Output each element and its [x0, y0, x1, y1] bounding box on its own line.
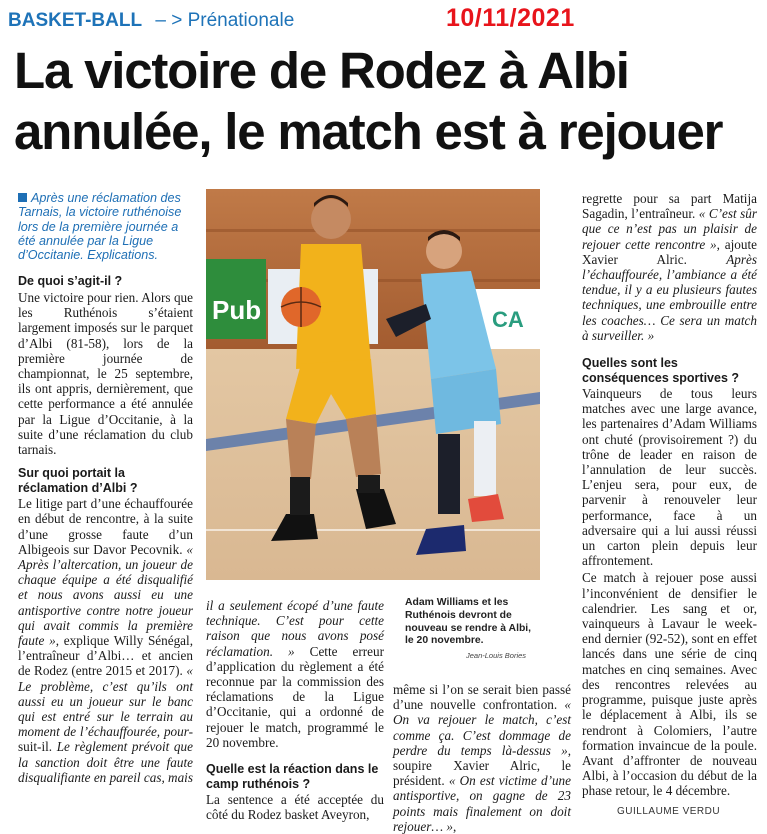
- publication-date: 10/11/2021: [446, 4, 575, 32]
- column-3-paragraph: même si l’on se serait bien passé d’une nouvelle confrontation. « On va rejouer le match, c’est comme ça. C’est dommage de perdre du temps là-dessus », soupire Xavier Alric, le président. « On est victime d’une antisportive, on gagne de 23 points mais finalement on doit rejouer… »,: [393, 682, 572, 834]
- answer-paragraph-1: Une victoire pour rien. Alors que les Ruthénois s’étaient largement imposés sur le parquet d’Albi (81-58), lors de la première journée de championnat, le 25 septembre, ils ont appris, dernièrement, que cette performance a été annulée par la Ligue d’Occitanie, à la suite d’une réclamation du club tarnais.: [18, 289, 193, 458]
- basketball-players-photo: [206, 189, 540, 580]
- article-column-3: [393, 682, 571, 834]
- answer-paragraph-2: Le litige part d’une échauffourée en début de rencontre, à la suite d’une grosse faute d’un Albigeois sur Davor Pecovnik. « Après l’altercation, un joueur de chaque équipe a été disqualifié et nous avons aussi eu une antisportive contre notre joueur qui avait commis la première faute », explique Willy Sénégal, l’entraîneur d’Albi… et ancien de Rodez (entre 2015 et 2017). « Le problème, c’est qu’ils ont aussi eu un joueur sur le banc qui est entré sur le terrain au moment de l’échauffourée, pour-suit-il. Le règlement prévoit que la sanction doit être une faute disqualifiante en pareil cas, mais: [18, 496, 193, 785]
- photo-credit: Jean-Louis Bories: [466, 651, 527, 660]
- question-heading-3: Quelle est la réaction dans le camp ruthénois ?: [206, 762, 379, 791]
- headline-line-1: La victoire de Rodez à Albi: [14, 42, 629, 99]
- question-heading-4: Quelles sont les conséquences sportives ?: [582, 356, 740, 385]
- article-column-2: [206, 598, 384, 822]
- svg-text:Pub: Pub: [212, 295, 262, 325]
- section-name: BASKET-BALL: [8, 10, 143, 31]
- headline-line-2: annulée, le match est à rejouer: [14, 103, 723, 160]
- headline: [14, 40, 766, 162]
- question-heading-1: De quoi s’agit-il ?: [18, 274, 123, 289]
- bullet-square-icon: [18, 193, 27, 202]
- author-signature: GUILLAUME VERDU: [617, 806, 721, 817]
- article-photo: [206, 189, 540, 580]
- article-column-4: [582, 191, 757, 799]
- rubric-arrow: – >: [155, 10, 183, 31]
- column-4-paragraph-2: Vainqueurs de tous leurs matches avec une large avance, les partenaires d’Adam Williams ont chuté (provisoirement ?) du trône de leader en raison de l’annulation de leur succès. L’enjeu sera, pour eux, de parvenir à renouveler leur performance, face à un adversaire qui a lui aussi réussi un carton plein depuis leur affrontement.: [582, 386, 757, 569]
- subsection-name: Prénationale: [187, 10, 295, 31]
- sponsor-sign-text: CA: [492, 307, 524, 332]
- column-4-paragraph-1: regrette pour sa part Matija Sagadin, l’entraîneur. « C’est sûr que ce n’est pas un plaisir de rejouer cette rencontre », ajoute Xavier Alric. Après l’échauffourée, l’ambiance a été tendue, il y a eu plusieurs fautes techniques, une embrouille entre les coaches… Ce sera un match à surveiller. »: [582, 191, 757, 343]
- article-column-1: [18, 191, 193, 785]
- column-4-paragraph-3: Ce match à rejouer pose aussi l’inconvénient de densifier le calendrier. Les sang et or, vainqueurs à Lavaur le week-end dernier (92-52), sont en effet lancés dans une série de cinq matches en cinq semaines. Avec des rencontres relevées au programme, puisque juste après le déplacement à Albi, ils se rendront à Colomiers, l’autre formation invaincue de la poule. Avant d’affronter de nouveau Albi, à l’occasion du début de la phase retour, le 4 décembre.: [582, 570, 757, 799]
- question-heading-2: Sur quoi portait la réclamation d’Albi ?: [18, 466, 138, 495]
- section-rubric: [8, 10, 294, 32]
- column-2-paragraph-2: La sentence a été acceptée du côté du Rodez basket Aveyron,: [206, 792, 384, 823]
- photo-caption: Adam Williams et les Ruthénois devront de nouveau se rendre à Albi, le 20 novembre.: [405, 597, 532, 647]
- intro-paragraph: Après une réclamation des Tarnais, la victoire ruthénoise lors de la première journée a été annulée par la Ligue d’Occitanie. Explications.: [18, 191, 182, 263]
- column-2-paragraph-1: il a seulement écopé d’une faute technique. C’est pour cette raison que nous avons posé réclamation. » Cette erreur d’application du règlement a été reconnue par la commission des réclamations de la Ligue d’Occitanie, qui a ordonné de rejouer le match, programmé le 20 novembre.: [206, 598, 384, 750]
